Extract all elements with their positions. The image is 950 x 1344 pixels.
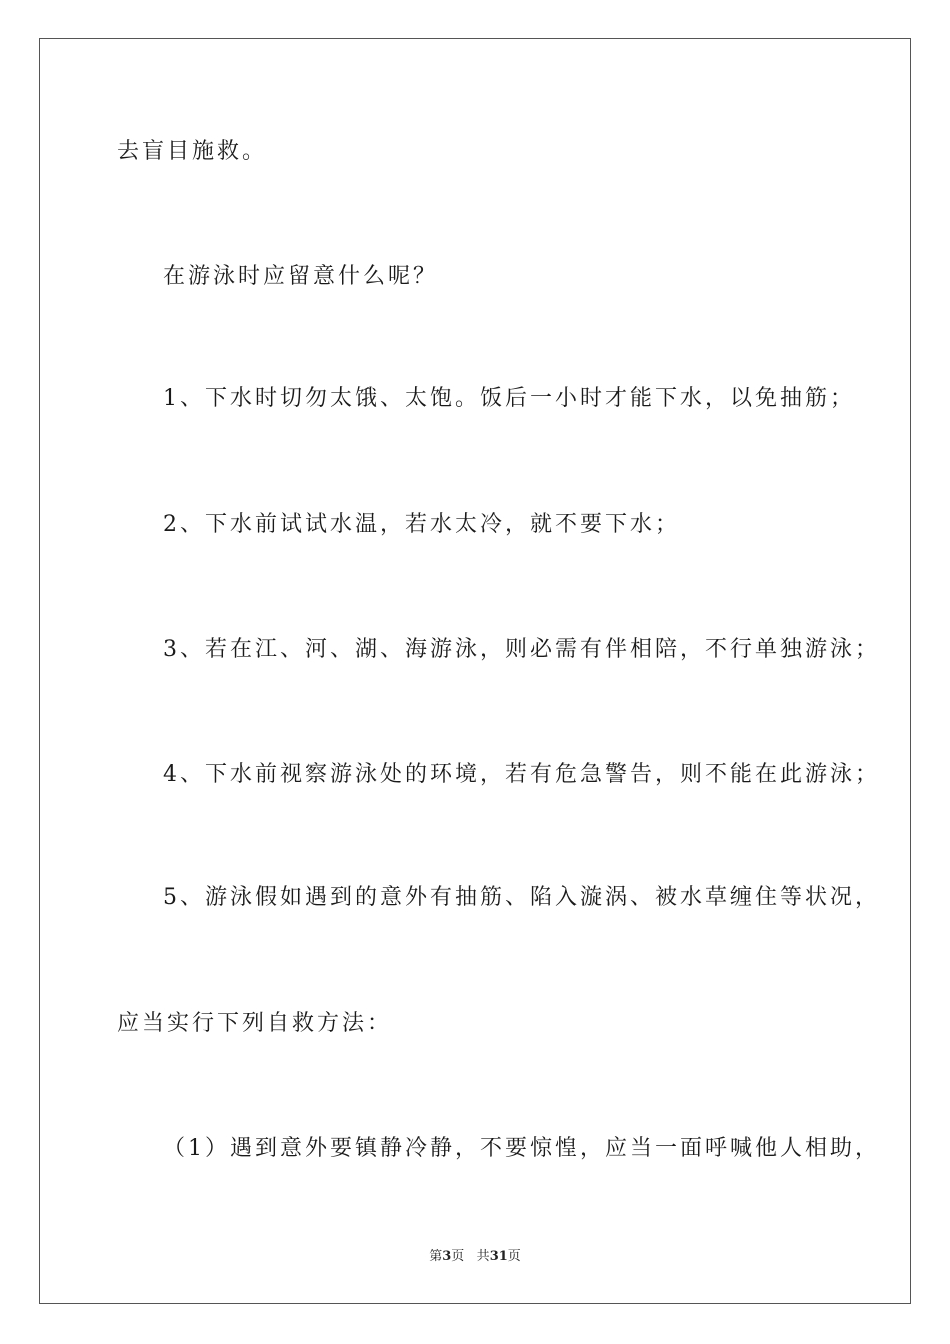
sub-list-item: （1）遇到意外要镇静冷静，不要惊惶，应当一面呼喊他人相助， xyxy=(163,1136,880,1161)
footer-page-number: 3 xyxy=(442,1249,452,1264)
paragraph-line: 应当实行下列自救方法： xyxy=(117,1011,393,1036)
list-item: 2、下水前试试水温，若水太冷，就不要下水； xyxy=(163,512,680,537)
list-item: 3、若在江、河、湖、海游泳，则必需有伴相陪，不行单独游泳； xyxy=(163,637,880,662)
footer-page-prefix: 第 xyxy=(429,1249,443,1264)
footer-total-suffix: 页 xyxy=(507,1249,521,1264)
list-item: 1、下水时切勿太饿、太饱。饭后一小时才能下水，以免抽筋； xyxy=(163,386,855,411)
paragraph-line: 去盲目施救。 xyxy=(117,139,268,164)
footer-total-pages: 31 xyxy=(489,1249,508,1264)
page-border xyxy=(39,38,911,1304)
list-item: 5、游泳假如遇到的意外有抽筋、陷入漩涡、被水草缠住等状况， xyxy=(163,885,880,910)
list-item: 4、下水前视察游泳处的环境，若有危急警告，则不能在此游泳； xyxy=(163,762,880,787)
page-footer xyxy=(0,1248,950,1266)
paragraph-line: 在游泳时应留意什么呢？ xyxy=(163,264,439,289)
footer-page-suffix: 页 xyxy=(451,1249,465,1264)
footer-total-prefix: 共 xyxy=(476,1249,490,1264)
